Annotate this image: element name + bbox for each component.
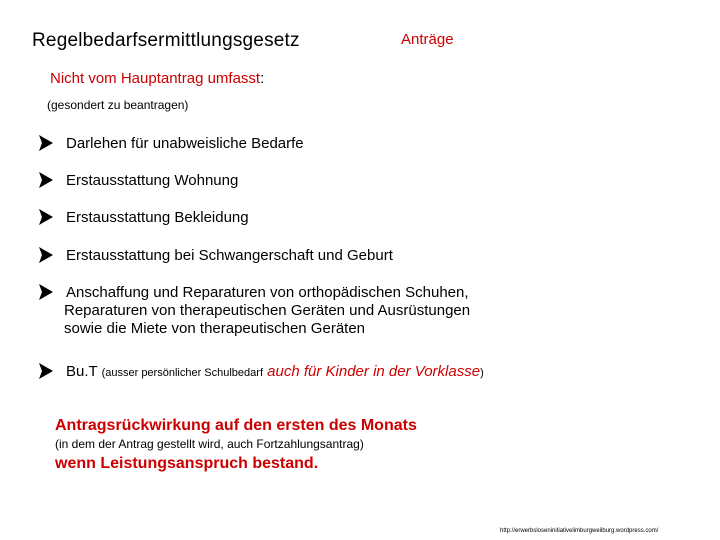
list-item: [37, 283, 470, 338]
arrow-bullet-icon: [37, 134, 65, 152]
list-item: [37, 246, 393, 265]
list-item: [37, 171, 238, 190]
list-item-line: sowie die Miete von therapeutischen Geräten: [64, 320, 366, 337]
list-item-text: Darlehen für unabweisliche Bedarfe: [66, 135, 304, 152]
list-item-line: Anschaffung und Reparaturen von orthopädischen Schuhen,: [66, 284, 469, 301]
arrow-bullet-icon: [37, 246, 65, 264]
section-heading: [50, 70, 264, 87]
list-item: [37, 134, 304, 153]
section-heading-colon: :: [260, 70, 265, 87]
list-item-line: Reparaturen von therapeutischen Geräten und Ausrüstungen: [64, 302, 471, 319]
list-item-text: Erstausstattung bei Schwangerschaft und Geburt: [66, 247, 393, 264]
page-title: Regelbedarfsermittlungsgesetz: [32, 30, 300, 51]
list-item-text: [66, 283, 470, 338]
arrow-bullet-icon: [37, 283, 65, 301]
list-item: [37, 208, 249, 227]
list-item: [37, 362, 484, 382]
retroactive-heading: Antragsrückwirkung auf den ersten des Monats: [55, 417, 417, 434]
list-item-main: Bu.T: [66, 363, 98, 380]
list-item-text: Erstausstattung Wohnung: [66, 172, 239, 189]
arrow-bullet-icon: [37, 208, 65, 226]
source-url: http://erwerbsloseninitiativelimburgweilburg.wordpress.com/: [500, 528, 659, 534]
subject-label: Anträge: [401, 31, 454, 48]
list-item-highlight: auch für Kinder in der Vorklasse: [267, 363, 481, 380]
section-note: (gesondert zu beantragen): [47, 98, 189, 112]
list-item-text: Erstausstattung Bekleidung: [66, 209, 249, 226]
arrow-bullet-icon: [37, 171, 65, 189]
arrow-bullet-icon: [37, 362, 65, 380]
list-item-tail: ): [480, 367, 484, 379]
list-item-small: (ausser persönlicher Schulbedarf: [101, 367, 263, 379]
retroactive-condition: wenn Leistungsanspruch bestand.: [55, 455, 319, 472]
section-heading-text: Nicht vom Hauptantrag umfasst: [50, 70, 261, 87]
retroactive-note: (in dem der Antrag gestellt wird, auch Fortzahlungsantrag): [55, 437, 364, 451]
list-item-text: [66, 362, 484, 382]
